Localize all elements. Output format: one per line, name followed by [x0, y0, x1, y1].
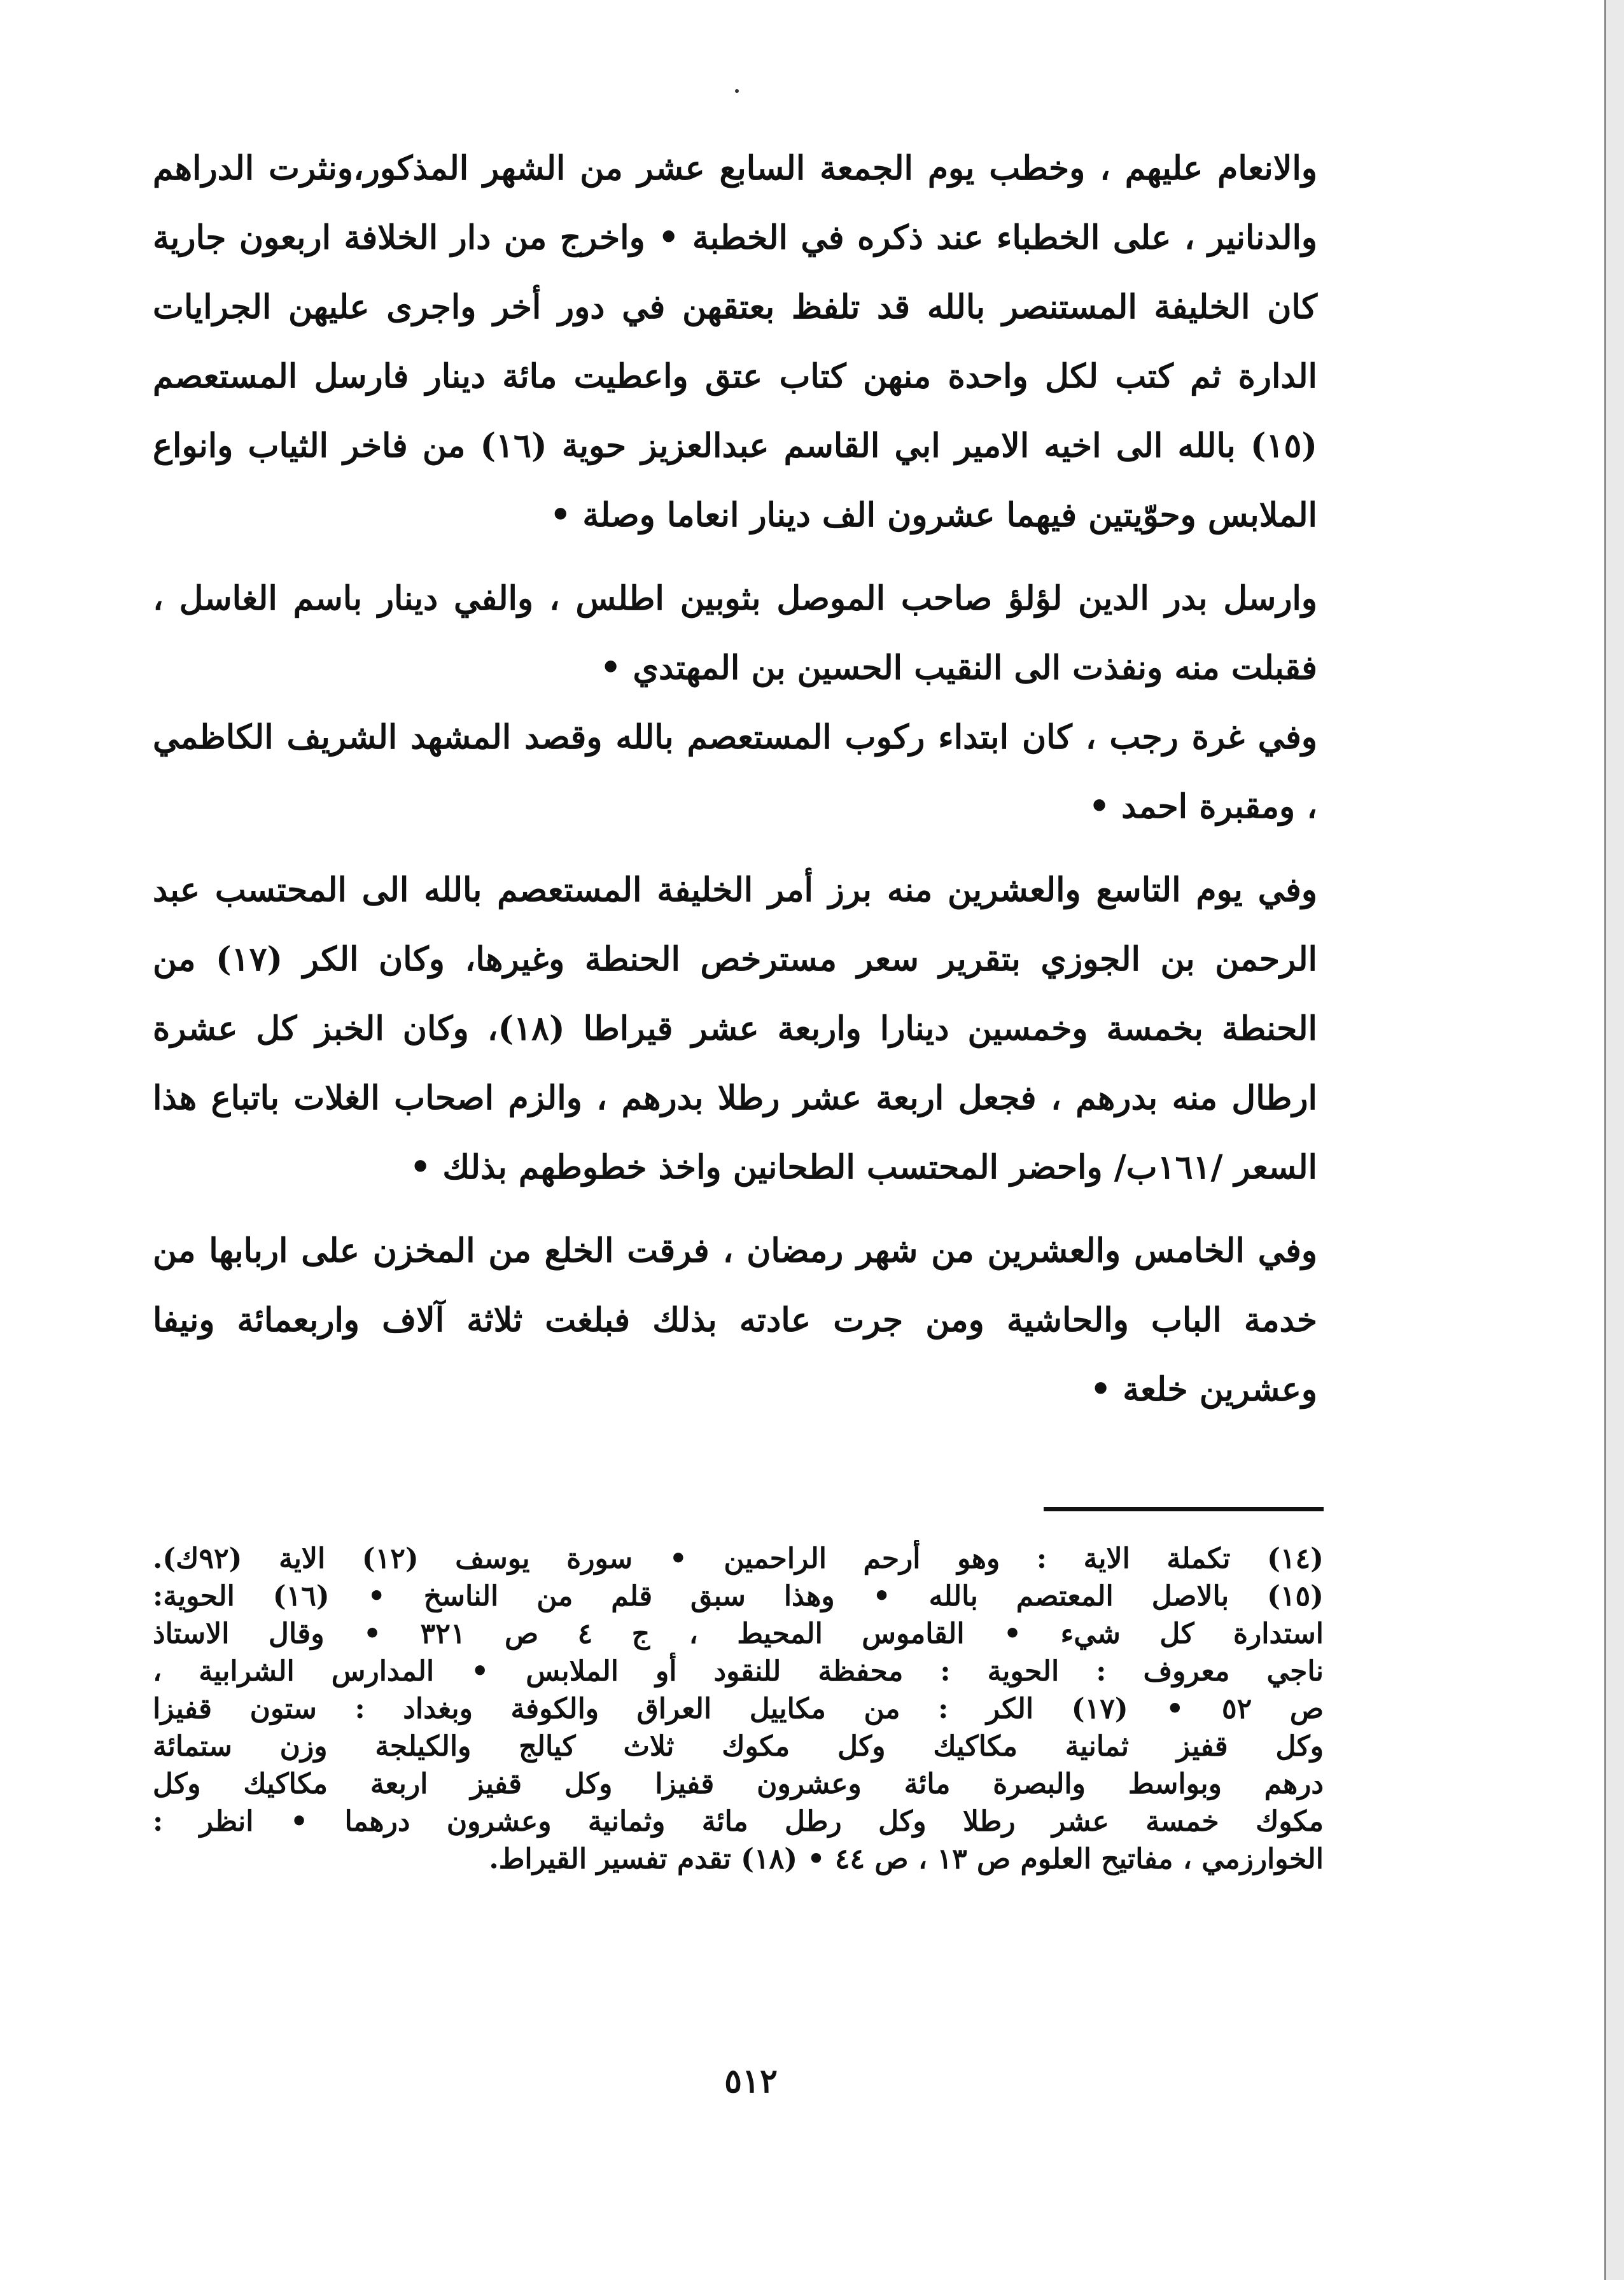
- footnote-line: (١٥) بالاصل المعتصم بالله • وهذا سبق قلم من الناسخ • (١٦) الحوية:: [153, 1580, 1324, 1612]
- paragraph-2: وارسل بدر الدين لؤلؤ صاحب الموصل بثوبين اطلس ، والفي دينار باسم الغاسل ، فقبلت منه ونفذت الى النقيب الحسين بن المهتدي •: [153, 579, 1317, 687]
- footnote-line: (١٤) تكملة الاية : وهو أرحم الراحمين • سورة يوسف (١٢) الاية (٩٢ك).: [153, 1542, 1324, 1575]
- paragraph-1: والانعام عليهم ، وخطب يوم الجمعة السابع عشر من الشهر المذكور،ونثرت الدراهم والدنانير ، على الخطباء عند ذكره في الخطبة • واخرج من دار الخلافة اربعون جارية كان الخليفة المستنصر بالله قد تلفظ بعتقهن في دور أخر واجرى عليهن الجرايات الدارة ثم كتب لكل واحدة منهن كتاب عتق واعطيت مائة دينار فارسل المستعصم (١٥) بالله الى اخيه الامير ابي القاسم عبدالعزيز حوية (١٦) من فاخر الثياب وانواع الملابس وحوّيتين فيهما عشرون الف دينار انعاما وصلة •: [153, 149, 1317, 535]
- footnote-line: الخوارزمي ، مفاتيح العلوم ص ١٣ ، ص ٤٤ • (١٨) تقدم تفسير القيراط.: [489, 1843, 1324, 1875]
- footnote-line: استدارة كل شيء • القاموس المحيط ، ج ٤ ص ٣٢١ • وقال الاستاذ: [153, 1618, 1324, 1650]
- page-number: ٥١٢: [724, 2062, 778, 2101]
- footnote-line: ص ٥٢ • (١٧) الكر : من مكاييل العراق والكوفة وبغداد : ستون قفيزا: [153, 1693, 1324, 1725]
- paragraph-4: وفي يوم التاسع والعشرين منه برز أمر الخليفة المستعصم بالله الى المحتسب عبد الرحمن بن الجوزي بتقرير سعر مسترخص الحنطة وغيرها، وكان الكر (١٧) من الحنطة بخمسة وخمسين دينارا واربعة عشر قيراطا (١٨)، وكان الخبز كل عشرة ارطال منه بدرهم ، فجعل اربعة عشر رطلا بدرهم ، والزم اصحاب الغلات باتباع هذا السعر /١٦١ب/ واحضر المحتسب الطحانين واخذ خطوطهم بذلك •: [153, 871, 1317, 1187]
- footnote-separator-rule: [1044, 1507, 1324, 1511]
- footnote-line: ناجي معروف : الحوية : محفظة للنقود أو الملابس • المدارس الشرابية ،: [153, 1655, 1324, 1688]
- paragraph-5: وفي الخامس والعشرين من شهر رمضان ، فرقت الخلع من المخزن على اربابها من خدمة الباب والحاشية ومن جرت عادته بذلك فبلغت ثلاثة آلاف واربعمائة ونيفا وعشرين خلعة •: [153, 1231, 1317, 1409]
- footnote-line: وكل قفيز ثمانية مكاكيك وكل مكوك ثلاث كيالج والكيلجة وزن ستمائة: [153, 1730, 1324, 1763]
- footnotes-block: [153, 1540, 1324, 1878]
- speck-mark: [735, 89, 739, 93]
- page-edge-border: [1604, 0, 1624, 2280]
- footnote-line: درهم وبواسط والبصرة مائة وعشرون قفيزا وكل قفيز اربعة مكاكيك وكل: [153, 1768, 1324, 1800]
- main-text-block: [153, 134, 1317, 1424]
- footnote-line: مكوك خمسة عشر رطلا وكل رطل مائة وثمانية وعشرون درهما • انظر :: [153, 1805, 1324, 1838]
- paragraph-3: وفي غرة رجب ، كان ابتداء ركوب المستعصم بالله وقصد المشهد الشريف الكاظمي ، ومقبرة احمد •: [153, 718, 1317, 826]
